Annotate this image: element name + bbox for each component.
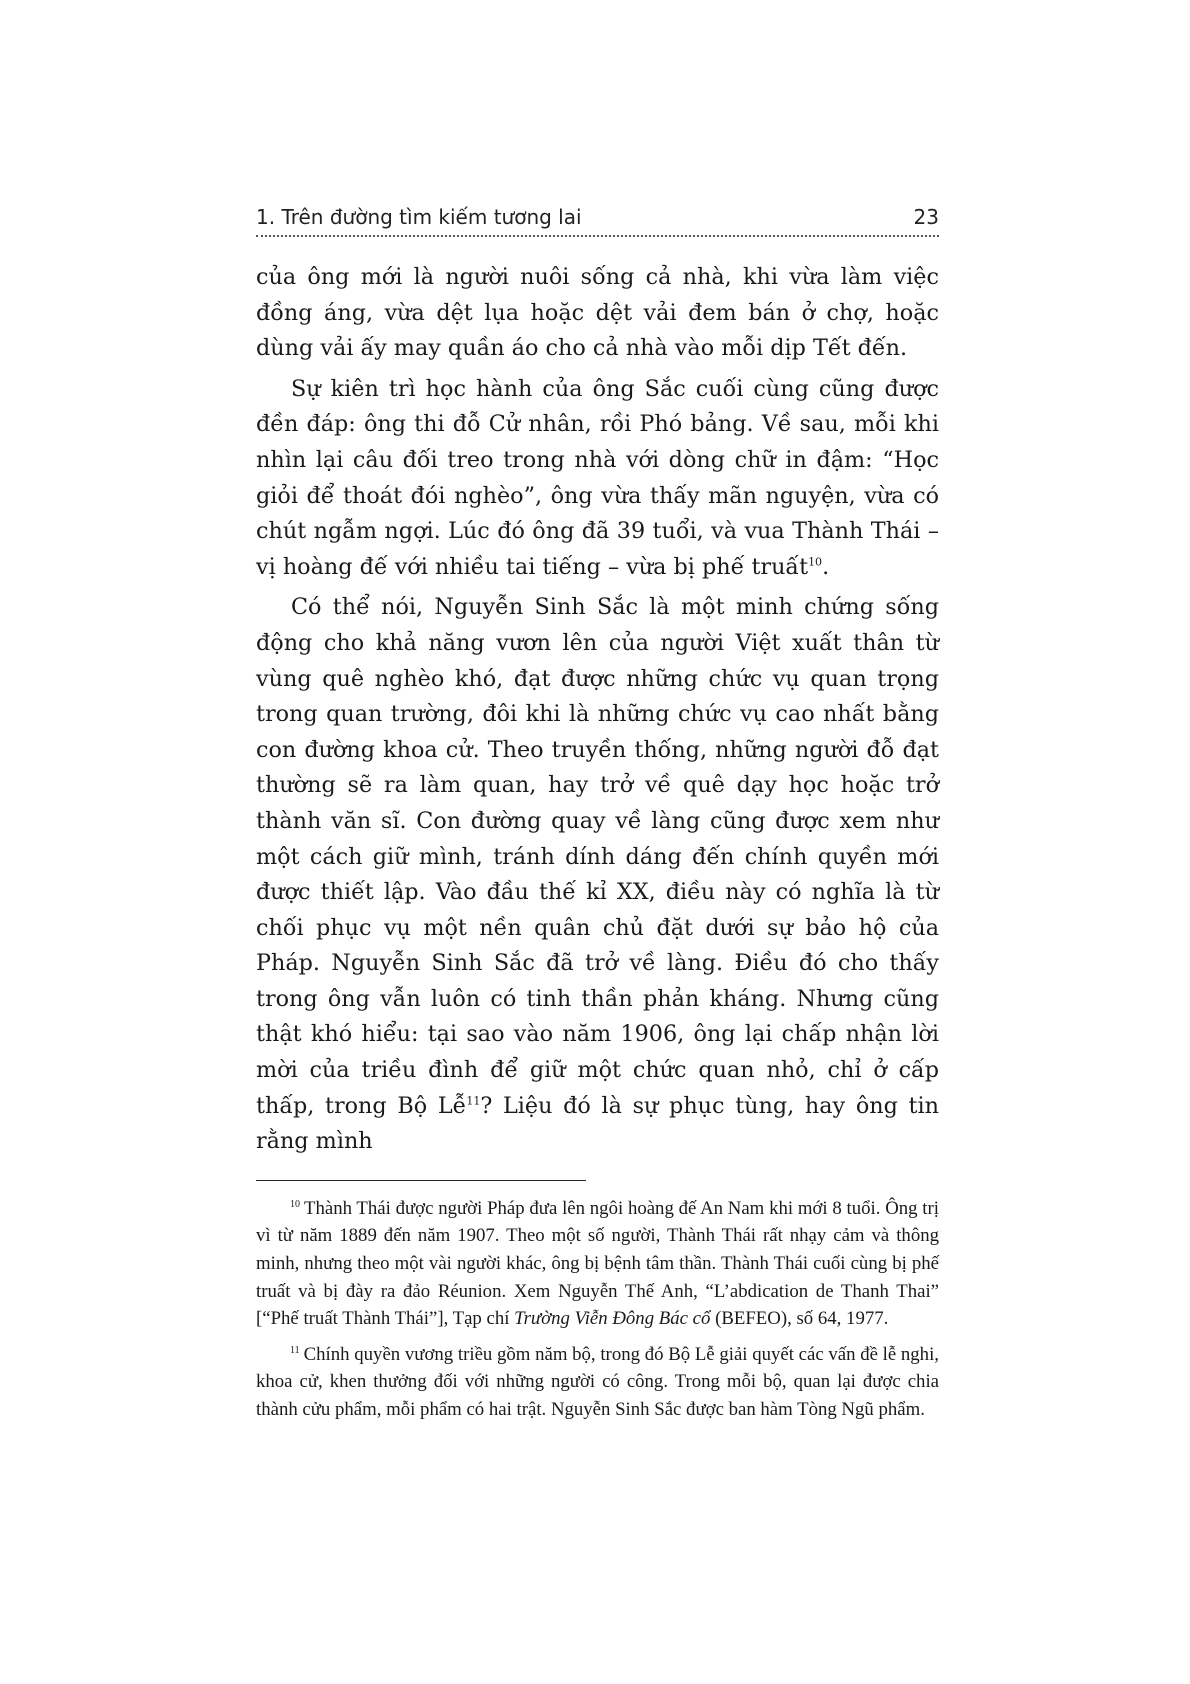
footnote-10-text-a: Thành Thái được người Pháp đưa lên ngôi hoàng đế An Nam khi mới 8 tuổi. Ông trị vì từ năm 1889 đến năm 1907. Theo một số người, Thành Thái rất nhạy cảm và thông minh, nhưng theo một vài người khác, ông bị bệnh tâm thần. Thành Thái cuối cùng bị phế truất và bị đày ra đảo Réunion. Xem Nguyễn Thế Anh, “L’abdication de Thanh Thai” [“Phế truất Thành Thái”], Tạp chí xyxy=(256,1197,939,1330)
footnote-ref-10: 10 xyxy=(808,555,823,569)
footnotes xyxy=(256,1195,939,1424)
paragraph-2 xyxy=(256,372,939,586)
footnote-11-text: Chính quyền vương triều gồm năm bộ, trong đó Bộ Lễ giải quyết các vấn đề lễ nghi, khoa cử, khen thưởng đối với những người có công. Trong mỗi bộ, quan lại được chia thành cửu phẩm, mỗi phẩm có hai trật. Nguyễn Sinh Sắc được ban hàm Tòng Ngũ phẩm. xyxy=(256,1343,939,1420)
paragraph-3-text-a: Có thể nói, Nguyễn Sinh Sắc là một minh chứng sống động cho khả năng vươn lên của người Việt xuất thân từ vùng quê nghèo khó, đạt được những chức vụ quan trọng trong quan trường, đôi khi là những chức vụ cao nhất bằng con đường khoa cử. Theo truyền thống, những người đỗ đạt thường sẽ ra làm quan, hay trở về quê dạy học hoặc trở thành văn sĩ. Con đường quay về làng cũng được xem như một cách giữ mình, tránh dính dáng đến chính quyền mới được thiết lập. Vào đầu thế kỉ XX, điều này có nghĩa là từ chối phục vụ một nền quân chủ đặt dưới sự bảo hộ của Pháp. Nguyễn Sinh Sắc đã trở về làng. Điều đó cho thấy trong ông vẫn luôn có tinh thần phản kháng. Nhưng cũng thật khó hiểu: tại sao vào năm 1906, ông lại chấp nhận lời mời của triều đình để giữ một chức quan nhỏ, chỉ ở cấp thấp, trong Bộ Lễ xyxy=(256,594,939,1119)
paragraph-3 xyxy=(256,590,939,1160)
footnote-10-number: 10 xyxy=(290,1198,300,1210)
main-text xyxy=(256,260,939,1160)
chapter-title: 1. Trên đường tìm kiếm tương lai xyxy=(256,205,582,229)
footnote-divider xyxy=(256,1180,586,1181)
footnote-11-number: 11 xyxy=(290,1344,300,1356)
footnote-10 xyxy=(256,1195,939,1333)
book-page xyxy=(256,205,939,1432)
footnote-10-journal-title: Trường Viễn Đông Bác cổ xyxy=(514,1308,711,1330)
paragraph-3-text-b: ? Liệu đó là sự phục tùng, hay ông tin rằng mình xyxy=(256,1092,939,1155)
paragraph-1: của ông mới là người nuôi sống cả nhà, khi vừa làm việc đồng áng, vừa dệt lụa hoặc dệt vải đem bán ở chợ, hoặc dùng vải ấy may quần áo cho cả nhà vào mỗi dịp Tết đến. xyxy=(256,264,939,362)
paragraph-2-end: . xyxy=(822,553,830,580)
running-header xyxy=(256,205,939,237)
paragraph-2-text: Sự kiên trì học hành của ông Sắc cuối cùng cũng được đền đáp: ông thi đỗ Cử nhân, rồi Phó bảng. Về sau, mỗi khi nhìn lại câu đối treo trong nhà với dòng chữ in đậm: “Học giỏi để thoát đói nghèo”, ông vừa thấy mãn nguyện, vừa có chút ngẫm ngợi. Lúc đó ông đã 39 tuổi, và vua Thành Thái – vị hoàng đế với nhiều tai tiếng – vừa bị phế truất xyxy=(256,375,939,580)
footnote-ref-11: 11 xyxy=(466,1094,481,1108)
footnote-11 xyxy=(256,1341,939,1424)
page-number: 23 xyxy=(913,205,939,229)
footnote-10-text-b: (BEFEO), số 64, 1977. xyxy=(710,1308,889,1330)
